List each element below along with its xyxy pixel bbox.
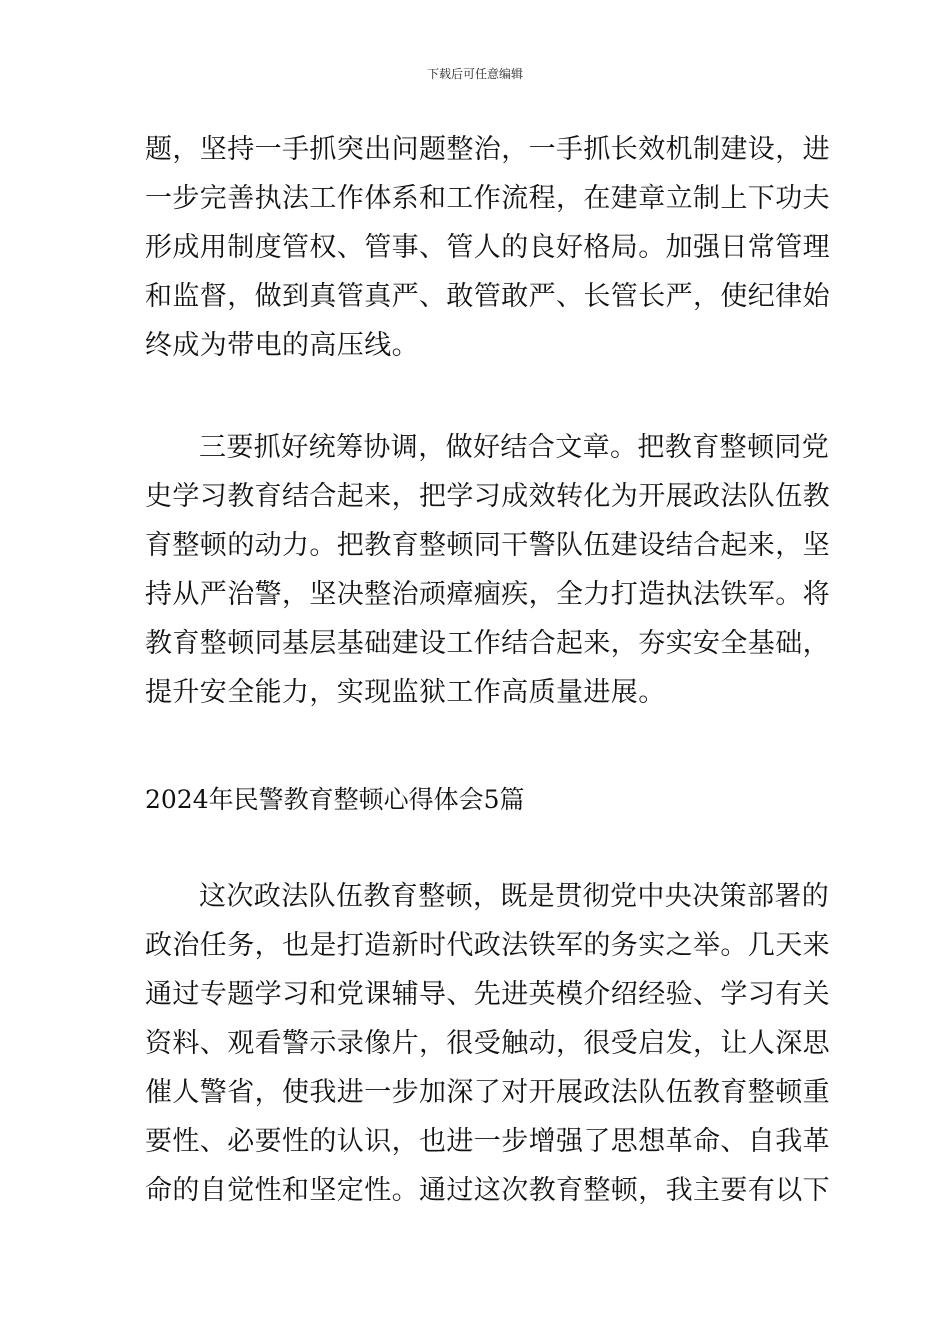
paragraph-line: 催人警省，使我进一步加深了对开展政法队伍教育整顿重	[145, 1077, 830, 1108]
paragraph-line: 政治任务，也是打造新时代政法铁军的务实之举。几天来	[145, 930, 830, 961]
paragraph-line: 终成为带电的高压线。	[145, 330, 419, 361]
paragraph-line: 和监督，做到真管真严、敢管敢严、长管长严，使纪律始	[145, 281, 830, 312]
paragraph-line: 史学习教育结合起来，把学习成效转化为开展政法队伍教	[145, 481, 830, 512]
paragraph-line: 提升安全能力，实现监狱工作高质量进展。	[145, 677, 666, 708]
paragraph-line: 三要抓好统筹协调，做好结合文章。把教育整顿同党	[199, 432, 830, 463]
section-heading: 2024年民警教育整顿心得体会5篇	[145, 785, 525, 814]
paragraph-line: 通过专题学习和党课辅导、先进英模介绍经验、学习有关	[145, 979, 830, 1010]
paragraph-line: 命的自觉性和坚定性。通过这次教育整顿，我主要有以下	[145, 1175, 830, 1206]
paragraph-line: 持从严治警，坚决整治顽瘴痼疾，全力打造执法铁军。将	[145, 579, 830, 610]
header-note: 下载后可任意编辑	[426, 67, 523, 81]
paragraph-line: 教育整顿同基层基础建设工作结合起来，夯实安全基础，	[145, 628, 830, 659]
paragraph-line: 育整顿的动力。把教育整顿同干警队伍建设结合起来，坚	[145, 530, 830, 561]
paragraph-line: 一步完善执法工作体系和工作流程，在建章立制上下功夫	[145, 183, 830, 214]
paragraph-line: 资料、观看警示录像片，很受触动，很受启发，让人深思	[145, 1028, 830, 1059]
paragraph-line: 形成用制度管权、管事、管人的良好格局。加强日常管理	[145, 232, 830, 263]
paragraph-line: 题，坚持一手抓突出问题整治，一手抓长效机制建设，进	[145, 134, 830, 165]
paragraph-line: 这次政法队伍教育整顿，既是贯彻党中央决策部署的	[199, 881, 830, 912]
paragraph-line: 要性、必要性的认识，也进一步增强了思想革命、自我革	[145, 1126, 830, 1157]
